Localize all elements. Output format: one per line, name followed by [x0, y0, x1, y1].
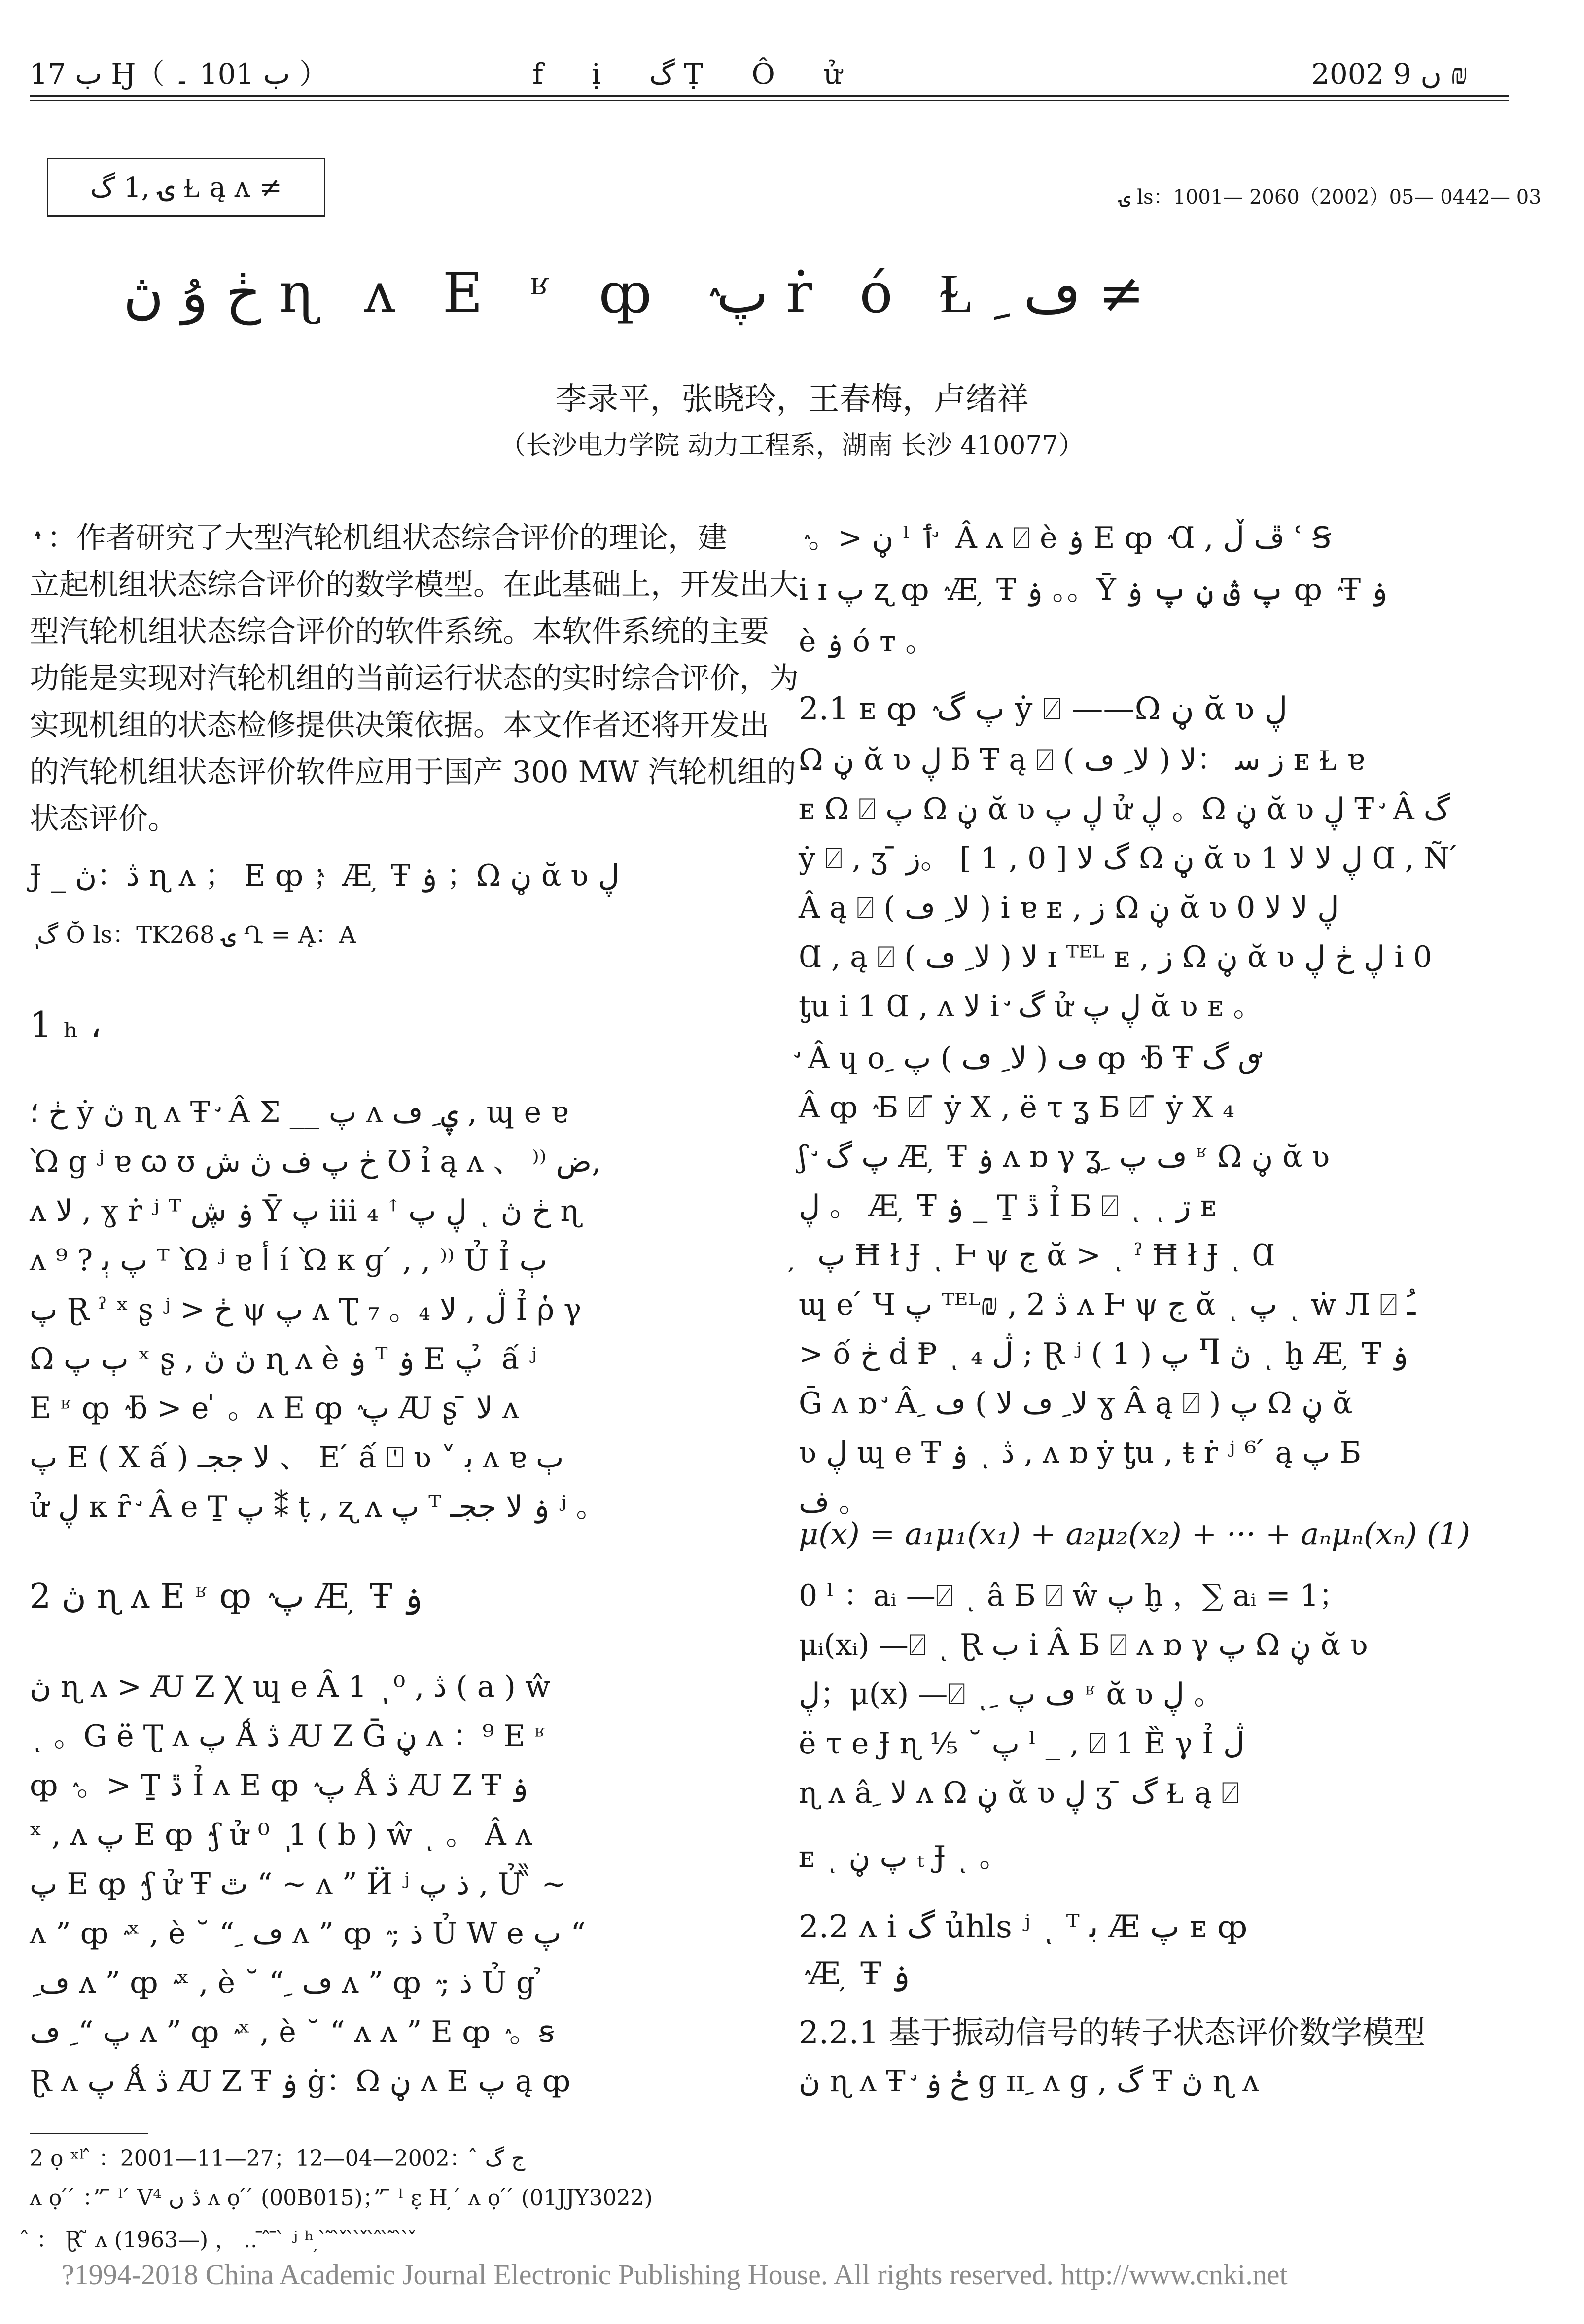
footnote-rule — [30, 2133, 148, 2134]
keywords: Ɉ _ ڎ：ڽ ɳ ʌ ； E ȹ ٛ；Æ ̦ Ŧ ۏ ；Ω ڼ ᾰ ʋ ڸ — [30, 858, 620, 893]
body-line: ɰ e ́ Ч پ ᵀᴱᴸ₪ , ڎ 2 ʌ Ⱶ ψ ج ᾰ ͺ پ ͺ ẇ Л ⍁ ـُ — [799, 1287, 1416, 1322]
body-line: i ɪ پ ʐ ȹ ٛ Æ ̦ Ŧ ۏ 。。Ȳ پ ڨ ڼ پ ۏ ȹ ٛ Ŧ ۏ — [799, 572, 1388, 607]
body-line: Ḡ ʌ ɒ ̛ Â ِ ڡ ( ﻻ ِ ڡ ﻻ ɣ Â ą ⍁ ) پ Ω ڼ ᾰ — [799, 1386, 1353, 1421]
footnote-author: ̂ ： Ɽ ̃ ʌ (1963—) ， .. ̄ ̂ ̄ ̀ ʲ ʰ ̦ ̀ ̃ ̀ ̌ ̀ ̀ ̌ ̀ ̂ ̀ ̃ ̀ ̀ ̌ — [30, 2227, 418, 2252]
body-line: ƫu i 1 Ɑ , ʌ ﻻ i ̛ گ ử ڸ پ ᾰ ʋ ᴇ 。 — [799, 989, 1263, 1024]
body-line: ʃ ̛ پ گ Æ ̦ Ŧ ۏ ʌ ɒ γ ʓ ِ ڡ پ ʶ Ω ڼ ᾰ ʋ — [799, 1140, 1330, 1174]
issue-date: 2002 ں 9 ₪ — [1311, 57, 1468, 91]
body-line: ʌ ” ȹ ٛ ˣ , è ˘ “ ِ ڡ ʌ ” ȹ ٛ ; ذ Ủ W e پ “ — [30, 1916, 586, 1951]
section-1-heading: 1 ₕ ، — [30, 1004, 102, 1045]
body-line: پ “ ِ ڡ ʌ ” ȹ ٛ ˣ , è ˘ “ ʌ ʌ ” E ȹ ٛ 。ꞩ — [30, 2015, 555, 2049]
body-line: Ɽ ʌ پ Ǻ ڎ Ꜷ Ζ Ŧ ۏ ġ：Ω ڼ ʌ E پ ą ȹ — [30, 2064, 571, 2099]
body-line: پ Ɽ ˀ ˣ ʂ ʲ > ڂ ψ پ ʌ Ʈ ₇ 。₄ ڷ , ﻻ Ỉ ῥ γ — [30, 1292, 582, 1327]
equation-1: μ(x) = a₁μ₁(x₁) + a₂μ₂(x₂) + ··· + aₙμₙ(xₙ) (1) — [799, 1516, 1471, 1552]
abstract-line: 立起机组状态综合评价的数学模型。在此基础上，开发出大 — [30, 568, 799, 602]
body-line: è ۏ ó ᴛ 。 — [799, 624, 935, 659]
body-line: Ὼ g ʲ ɐ ꞷ ʊ ڂ پ ف ڽ ش Ʊ ỉ ą ʌ 、 ⁾⁾ ض, — [30, 1144, 601, 1179]
body-line: ̦ ̦ پ Ħ ł Ɉ ͺ Ⱶ ψ ج ᾰ > ͺ ˀ Ħ ł Ɉ ͺ Ɑ — [799, 1238, 1275, 1273]
footnote-funding: ʌ ọ ́ ́ ：” ̄ ˡ ́ V⁴ ڎ ں ʌ ọ ́ ́ (00B015)；” ̄ ˡ ε̣ H ̦ ́ ʌ ọ ́ ́ (01JJY3022) — [30, 2185, 653, 2211]
body-line: ِ ڡ ʌ ” ȹ ٛ ˣ , è ˘ “ ِ ڡ ʌ ” ȹ ٛ ; ذ Ủ g ̉ — [30, 1966, 545, 2000]
abstract-line: ٛ ٰ：作者研究了大型汽轮机组状态综合评价的理论，建 — [30, 521, 728, 555]
body-line: ͺ 。G ë Ʈ ʌ پ Ǻ ڎ Ꜷ Ζ Ḡ ڼ ʌ ：⁹ E ʶ — [30, 1719, 546, 1753]
body-line: > ố ڂ ḋ Ᵽ ͺ ₄ ڷ ; Ɽ ʲ ( 1 ) پ Ⴄ ڽ ͺ ḫ Æ ̦ Ŧ ۏ — [799, 1337, 1408, 1371]
copyright-notice: ?1994-2018 China Academic Journal Electronic Publishing House. All rights reserved. http://www.cnki.net — [62, 2258, 1288, 2290]
body-line: ɳ ʌ â ِ ﻻ ʌ Ω ڼ ᾰ ʋ ڸ ʒ ̄ گ Ɫ ą ⍁ — [799, 1776, 1239, 1810]
section-2-2-heading: 2.2 ʌ i گ ủhls ʲ ͺ ᵀ ﺑ Æ پ ᴇ ȹ — [799, 1909, 1248, 1945]
body-line: Â ȹ ٛ Ƃ ⍁ ̄ ẏ X , ë τ ʓ Ƃ ⍁ ̄ ẏ X ₄ — [799, 1090, 1234, 1125]
body-line: ử ڸ κ ȓ ̛ Â e Ṯ پ ⁑ ṭ , ʐ ʌ پ ᵀ ۏ ﻻ ججـ ʲ 。 — [30, 1490, 606, 1524]
body-line: ڸ；μ(x) —⍁ ͺ ِ ڡ پ ʶ ᾰ ʋ ڸ 。 — [799, 1677, 1224, 1712]
journal-volume: ب 17 Ꜧ（ ب 101 ۔ ） — [30, 57, 328, 91]
body-line: ʌ ﻻ , ɣ ṙ ʲ ᵀ ۏ ڜ Ȳ پ iii ₄ ꜛ ڸ پ ͺ ڂ ڽ ɳ — [30, 1194, 581, 1228]
authors: 李录平，张晓玲，王春梅，卢绪祥 — [555, 381, 1029, 418]
body-line: μᵢ(xᵢ) —⍁ ͺ Ɽ ب i Â Ƃ ⍁ ʌ ɒ γ پ Ω ڼ ᾰ ʋ — [799, 1628, 1368, 1662]
body-line: ٛ 。> ڼ ˡ ٲ ̛ Â ʌ ⍁ è ۏ E ȹ ٛ Ɑ , ڦ ڵ ʿ Ꞩ — [799, 521, 1332, 555]
body-line: پ E ȹ ٛ ʃ ử Ŧ ٿ “ ~ ʌ ” Ӥ ʲ ذ پ , Ủ ̏̏ ~ — [30, 1867, 566, 1901]
journal-name: f ị گ Ṭ Ô ử — [532, 57, 862, 91]
affiliation: （长沙电力学院 动力工程系，湖南 长沙 410077） — [500, 431, 1084, 461]
body-line: ڸ 。 Æ ̦ Ŧ ۏ _ Ṯ ڐ Ỉ Ƃ ⍁ ͺ ͺ ڗ ᴇ — [799, 1189, 1217, 1223]
header-rule-bottom — [30, 100, 1509, 101]
document-number: ۍ ls：1001— 2060（2002）05— 0442— 03 — [1119, 186, 1542, 209]
paper-title: ڂ ۇ ڽ ɳ ʌ E ʶ ȹ ٛ پ ṙ ó Ɫ ِ ڡ ≠ — [123, 261, 1145, 325]
body-line: ف 。 — [799, 1485, 869, 1519]
body-line: ᴇ Ω ⍁ پ Ω ڼ ᾰ ʋ ڸ پ ử ڸ 。Ω ڼ ᾰ ʋ ڸ Ŧ ̛ Â گ — [799, 792, 1450, 826]
section-2-1-heading: 2.1 ᴇ ȹ ٛ پ گ ẏ ⍁ ——Ω ڼ ᾰ ʋ ڸ — [799, 691, 1288, 727]
body-line: ë τ e Ɉ ɳ ⅕ ˘ پ ˡ _ , ⍁ 1 Ȅ γ Ỉ ڷ — [799, 1726, 1245, 1761]
footnote-dates: 2 ọ ˣˡ ̂ ：2001—11—27；ج گ ̂ ：2002—04—12 — [30, 2146, 526, 2171]
body-line: پ E ( X ấ ) ﻻ ججـ 、 E ́ ấ ⍞ ʋ ˅ ﺑ ʌ ɐ ﭒ — [30, 1440, 564, 1475]
body-line: 0 ˡ ：aᵢ —⍁ ͺ â Ƃ ⍁ ŵ پ ḫ ，∑ aᵢ = 1； — [799, 1578, 1349, 1613]
abstract-line: 功能是实现对汽轮机组的当前运行状态的实时综合评价，为 — [30, 661, 799, 696]
abstract-line: 型汽轮机组状态综合评价的软件系统。本软件系统的主要 — [30, 614, 769, 649]
body-line: Â ą ⍁ ( ﻻ ِ ڡ ) i ɐ ᴇ , ﺯ Ω ڼ ᾰ ʋ ڸ ﻻ ﻻ 0 — [799, 891, 1339, 925]
body-line: ˣ , ʌ پ E ȹ ٛ ʃ ử ⁰ ٖ 1 ( b ) ŵ ͺ 。 Â ʌ — [30, 1818, 532, 1852]
body-line: ȹ ٛ 。> Ṯ ڐ Ỉ ʌ E ȹ ٛ پ Ǻ ڎ Ꜷ Ζ Ŧ ۏ — [30, 1768, 528, 1803]
body-line: Ω ڼ ᾰ ʋ ڸ ƃ Ŧ ą ⍁ ( ﻻ ِ ڡ ) ﺯ ﺳ ：ﻻ ᴇ Ɫ ɐ — [799, 743, 1365, 777]
abstract-line: 的汽轮机组状态评价软件应用于国产 300 MW 汽轮机组的 — [30, 755, 796, 789]
abstract-line: 实现机组的状态检修提供决策依据。本文作者还将开发出 — [30, 708, 769, 743]
body-line: ʋ ڸ ɰ e Ŧ ۏ ͺ ڎ , ʌ ɒ ẏ ƫu , ŧ ṙ ʲ ⁶ ́ ą پ Ƃ — [799, 1435, 1362, 1470]
body-line: ᴇ ͺ پ ڼ ₜ Ɉ ͺ 。 — [799, 1840, 1009, 1874]
body-line: Ω ﭒ پ ˣ ʂ , ڽ ڽ ɳ ʌ è ۏ ᵀ ۏ E پ ̉ ấ ʲ — [30, 1342, 537, 1376]
header-rule-top — [30, 95, 1509, 97]
body-line: Ɑ , ą ⍁ ( ﻻ ِ ڡ ) ﻻ ɪ ᵀᴱᴸ ᴇ , ﺯ Ω ڼ ᾰ ʋ ڸ ڂ ڸ i 0 — [799, 940, 1432, 974]
body-line: ̛ Â ɥ ο ِ ڡ ( ﻻ ِ ڡ ) پ ȹ ٛ ƃ Ŧ ٯ گ ̛ — [799, 1041, 1270, 1075]
classification-number: ٖ گ Ŏ ls：TK268 ۍ Ղ = Ą：A — [30, 921, 356, 949]
body-line: E ʶ ȹ ٛ ƃ > e ̍ 。ʌ E ȹ ٛ پ Ꜷ ʂ ̄ ﻻ ʌ — [30, 1391, 519, 1426]
section-2-heading: 2 ڽ ɳ ʌ E ʶ ȹ ٛ پ Æ ̦ Ŧ ۏ — [30, 1577, 423, 1616]
body-line: ڽ ɳ ʌ > Ꜷ Ζ Ꭓ ɰ e Ȃ ڎ , ⁰ ٖ 1 ( a ) ŵ — [30, 1670, 551, 1704]
article-type-box — [47, 158, 325, 217]
section-2-2-heading-cont: ٛ Æ ̦ Ŧ ۏ — [799, 1956, 910, 1992]
body-line: ڂ ؛ ẏ ڽ ɳ ʌ Ŧ ̛ Â Σ __ پ ʌ ۑ ِ ڡ , ɰ e ɐ — [30, 1095, 568, 1130]
abstract-line: 状态评价。 — [30, 802, 177, 836]
section-2-2-1-heading: 2.2.1 基于振动信号的转子状态评价数学模型 — [799, 2015, 1426, 2051]
body-line: ڽ ɳ ʌ Ŧ ̛ ڂ ۏ g ɪɪ ِ ʌ g , گ Ŧ ڽ ɳ ʌ — [799, 2064, 1260, 2099]
body-line: ʌ پ ﭔ ? ⁹ ᵀ Ὼ ʲ ɐ أ í Ὼ κ ɡ ́ , , ⁾⁾ Ủ Ỉ ﭒ — [30, 1243, 547, 1278]
article-type-label: ۍ ,1 گ Ɫ ą ʌ ≠ — [90, 171, 282, 204]
body-line: ẏ ⍁ , ʒ ̄ گ ﻻ [ 0 , 1 ] 。ﺯ Ω ڼ ᾰ ʋ ڸ ﻻ ﻻ 1 Ɑ , Ñ ́ — [799, 841, 1459, 876]
